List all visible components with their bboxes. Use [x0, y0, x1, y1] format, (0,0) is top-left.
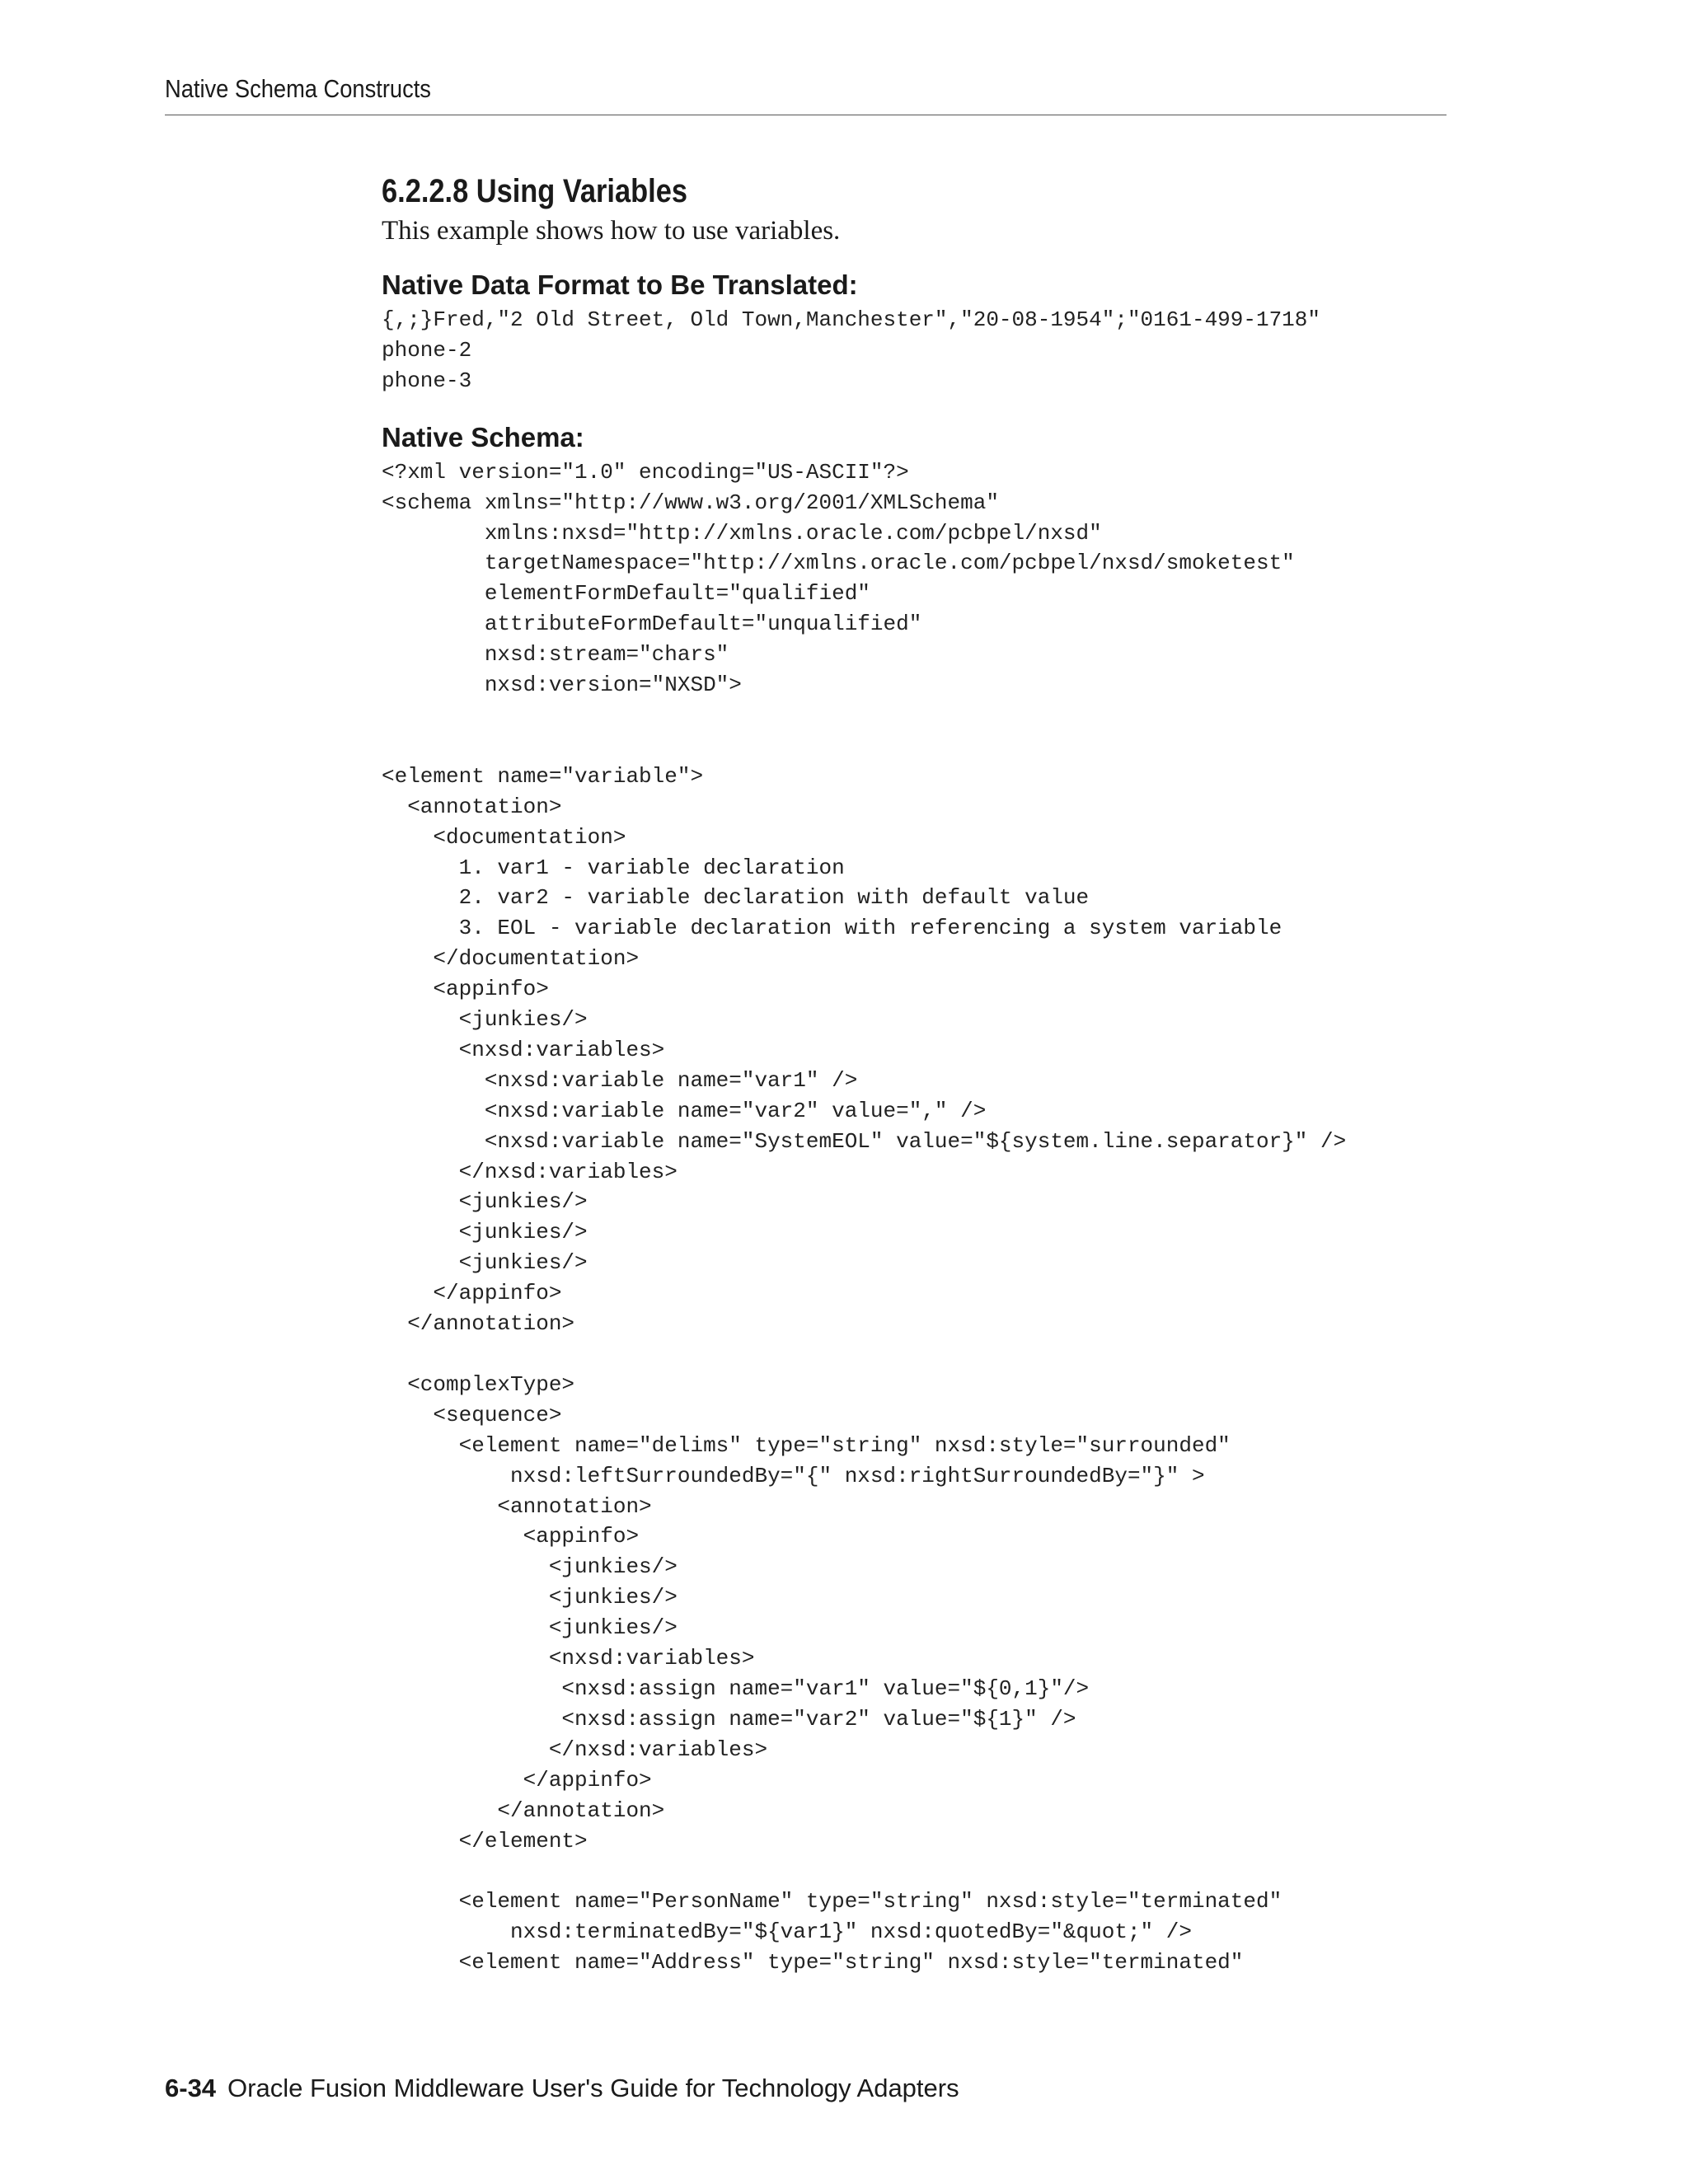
native-data-code-block: {,;}Fred,"2 Old Street, Old Town,Manchester","20-08-1954";"0161-499-1718" phone-2 phone-3 [382, 307, 1320, 393]
section-heading: 6.2.2.8 Using Variables [382, 173, 687, 209]
running-header: Native Schema Constructs [165, 74, 431, 103]
intro-paragraph: This example shows how to use variables. [382, 216, 841, 246]
book-title: Oracle Fusion Middleware User's Guide for Technology Adapters [227, 2074, 959, 2102]
running-footer [165, 2074, 959, 2103]
page-number: 6-34 [165, 2074, 217, 2102]
native-schema-heading: Native Schema: [382, 421, 584, 452]
native-schema-code-block: <?xml version="1.0" encoding="US-ASCII"?> <schema xmlns="http://www.w3.org/2001/XMLSchema" xmlns:nxsd="http://xmlns.oracle.com/pcbpel/nxsd" targetNamespace="http://xmlns.oracle.com/pcbpel/nxsd/smoketest" elementFormDefault="qualified" attributeFormDefault="unqualified" nxsd:stream="chars" nxsd:version="NXSD"> <element name="variable"> <annotation> <documentation> 1. var1 - variable declaration 2. var2 - variable declaration with default value 3. EOL - variable declaration with referencing a system variable </documentation> <appinfo> <junkies/> <nxsd:variables> <nxsd:variable name="var1" /> <nxsd:variable name="var2" value="," /> <nxsd:variable name="SystemEOL" value="${system.line.separator}" /> </nxsd:variables> <junkies/> <junkies/> <junkies/> </appinfo> </annotation> <complexType> <sequence> <element name="delims" type="string" nxsd:style="surrounded" nxsd:leftSurroundedBy="{" nxsd:rightSurroundedBy="}" > <annotation> <appinfo> <junkies/> <junkies/> <junkies/> <nxsd:variables> <nxsd:assign name="var1" value="${0,1}"/> <nxsd:assign name="var2" value="${1}" /> </nxsd:variables> </appinfo> </annotation> </element> <element name="PersonName" type="string" nxsd:style="terminated" nxsd:terminatedBy="${var1}" nxsd:quotedBy="&quot;" /> <element name="Address" type="string" nxsd:style="terminated" [382, 459, 1347, 1975]
native-data-heading: Native Data Format to Be Translated: [382, 269, 858, 300]
page-content [382, 171, 1667, 1978]
